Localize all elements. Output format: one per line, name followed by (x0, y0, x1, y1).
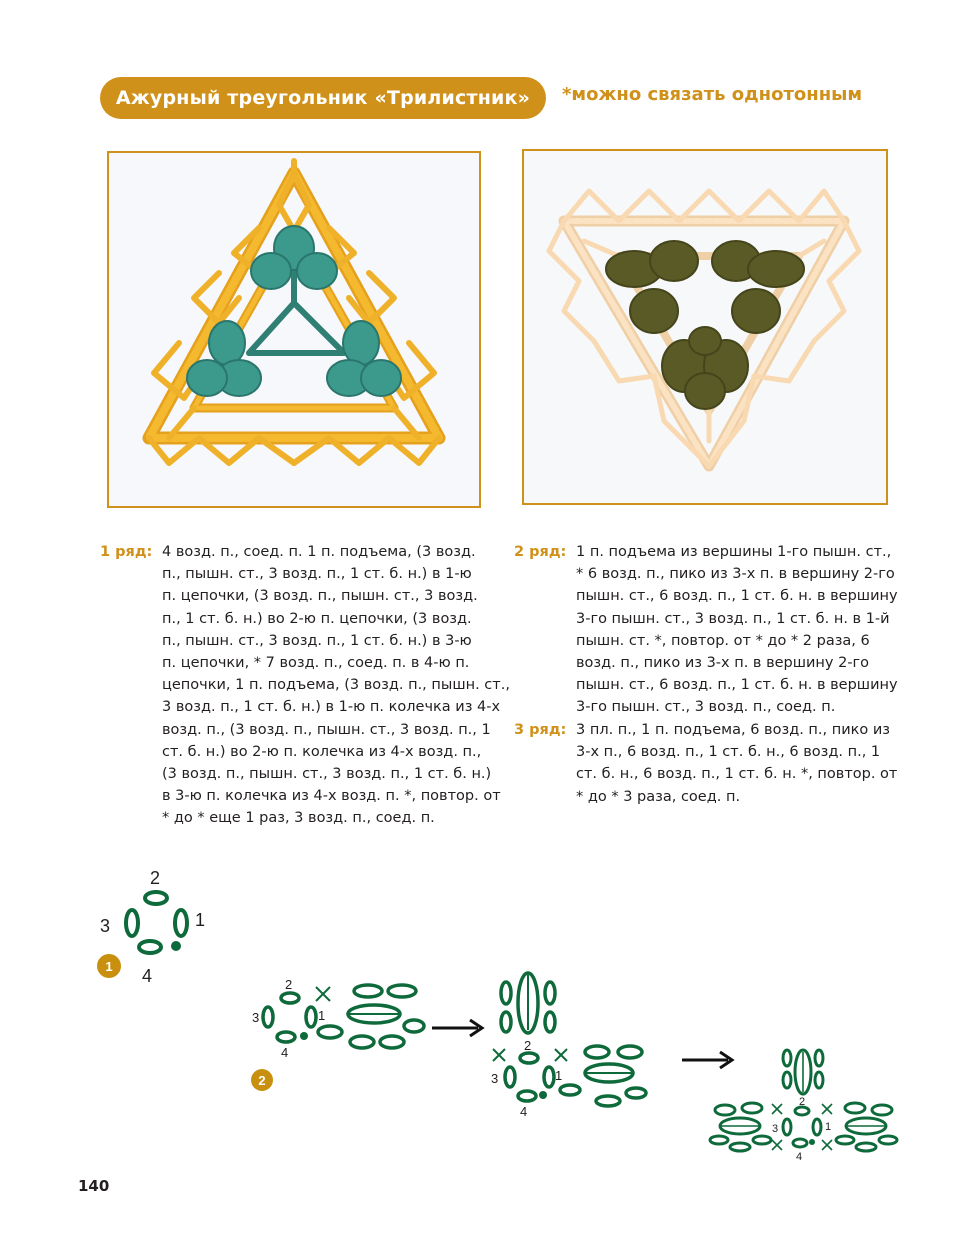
peach-trefoil-illustration (524, 151, 886, 503)
row1-line: п., 1 ст. б. н.) во 2-ю п. цепочки, (3 возд. (162, 610, 472, 627)
note-text: *можно связать однотонным (562, 84, 863, 105)
row1-line: п. цепочки, * 7 возд. п., соед. п. в 4-ю п. (162, 655, 470, 672)
arrow-right-icon (682, 1052, 732, 1068)
row3-instructions (514, 719, 897, 808)
crochet-schematic (0, 860, 960, 1180)
scheme-step3 (491, 973, 646, 1119)
step3-num2: 2 (524, 1038, 532, 1053)
step4-num3: 3 (772, 1123, 779, 1135)
scheme-step4 (710, 1050, 897, 1163)
row3-line: * до * 3 раза, соед. п. (576, 788, 741, 805)
page-number: 140 (78, 1177, 110, 1195)
row3-line: ст. б. н., 6 возд. п., 1 ст. б. н. *, повтор. от (576, 766, 898, 783)
row3-label: 3 ряд: (514, 722, 567, 738)
row2-line: 3-го пышн. ст., 3 возд. п., 1 ст. б. н. в 1-й (576, 610, 890, 627)
row2-line: 1 п. подъема из вершины 1-го пышн. ст., (576, 544, 892, 560)
row1-line: п. цепочки, (3 возд. п., пышн. ст., 3 возд. (162, 588, 478, 605)
step1-num3: 3 (100, 916, 111, 936)
row1-label: 1 ряд: (100, 544, 153, 560)
row2-line: 3-го пышн. ст., 3 возд. п., соед. п. (576, 699, 836, 716)
scheme-step2 (251, 977, 424, 1091)
step1-num2: 2 (150, 868, 161, 888)
row1-line: в 3-ю п. колечка из 4-х возд. п. *, повтор. от (162, 788, 501, 805)
row3-line: 3 пл. п., 1 п. подъема, 6 возд. п., пико из (576, 722, 891, 738)
row2-label: 2 ряд: (514, 544, 567, 560)
photo-yellow-trefoil (107, 151, 481, 508)
row1-line: * до * еще 1 раз, 3 возд. п., соед. п. (162, 810, 435, 827)
yellow-trefoil-illustration (109, 153, 479, 506)
row1-line: п., пышн. ст., 3 возд. п., 1 ст. б. н.) в 1-ю (162, 566, 472, 583)
row1-line: п., пышн. ст., 3 возд. п., 1 ст. б. н.) в 3-ю (162, 632, 472, 649)
step2-num4: 4 (281, 1045, 289, 1060)
row2-line: пышн. ст., 6 возд. п., 1 ст. б. н. в вершину (576, 588, 898, 605)
step1-num4: 4 (142, 966, 153, 986)
step1-badge: 1 (105, 959, 113, 974)
row1-instructions (100, 541, 510, 830)
row2-line: пышн. ст., 6 возд. п., 1 ст. б. н. в вершину (576, 677, 898, 694)
row1-line: 3 возд. п., 1 ст. б. н.) в 1-ю п. колечка из 4-х (162, 699, 501, 716)
arrow-right-icon (432, 1020, 482, 1036)
page-title: Ажурный треугольник «Трилистник» (115, 87, 531, 109)
title-banner (100, 77, 546, 119)
row1-line: ст. б. н.) во 2-ю п. колечка из 4-х возд. п., (162, 743, 482, 760)
step2-num2: 2 (285, 977, 293, 992)
row3-text (576, 719, 897, 808)
photo-peach-trefoil (522, 149, 888, 505)
step2-num1: 1 (318, 1008, 326, 1023)
row2-line: возд. п., пико из 3-х п. в вершину 2-го (576, 655, 870, 672)
row2-text (576, 541, 898, 719)
step3-num1: 1 (555, 1068, 563, 1083)
row2-line: * 6 возд. п., пико из 3-х п. в вершину 2-го (576, 566, 895, 583)
step4-num2: 2 (799, 1096, 806, 1108)
scheme-step1 (97, 868, 205, 986)
step3-num4: 4 (520, 1104, 528, 1119)
row1-line: цепочки, 1 п. подъема, (3 возд. п., пышн. ст., (162, 677, 510, 694)
row1-line: возд. п., (3 возд. п., пышн. ст., 3 возд. п., 1 (162, 721, 491, 738)
step4-num4: 4 (796, 1151, 803, 1163)
row1-text (162, 541, 510, 830)
row1-line: 4 возд. п., соед. п. 1 п. подъема, (3 возд. (162, 544, 476, 560)
step4-num1: 1 (825, 1121, 832, 1133)
step2-num3: 3 (252, 1010, 260, 1025)
step1-num1: 1 (195, 910, 206, 930)
row2-line: пышн. ст. *, повтор. от * до * 2 раза, 6 (576, 632, 870, 649)
step3-num3: 3 (491, 1071, 499, 1086)
row3-line: 3-х п., 6 возд. п., 1 ст. б. н., 6 возд. п., 1 (576, 744, 881, 761)
row1-line: (3 возд. п., пышн. ст., 3 возд. п., 1 ст. б. н.) (162, 766, 492, 783)
step2-badge: 2 (258, 1073, 266, 1088)
row2-instructions (514, 541, 898, 719)
